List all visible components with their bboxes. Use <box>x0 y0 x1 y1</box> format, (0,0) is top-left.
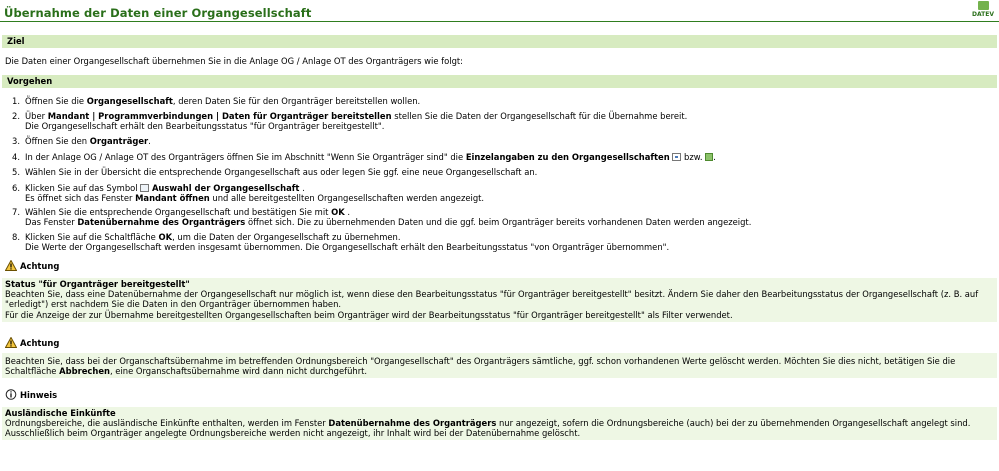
page-header <box>0 0 999 22</box>
steps-list <box>0 96 999 252</box>
section-heading-vorgehen: Vorgehen <box>2 75 997 88</box>
achtung-title-1: Status "für Organträger bereitgestellt" <box>5 279 190 289</box>
step-7: 7. Wählen Sie die entsprechende Organgesellschaft und bestätigen Sie mit OK . Das Fenster Datenübernahme des Organträgers öffnet sich. Die zu übernehmenden Daten und die ggf. beim Organträger bereits vorhandenen Daten werden angezeigt. <box>12 207 752 227</box>
hinweis-title: Ausländische Einkünfte <box>5 408 116 418</box>
step-6: 6. Klicken Sie auf das Symbol Auswahl der Organgesellschaft . Es öffnet sich das Fenster Mandant öffnen und alle bereitgestellten Organgesellschaften werden angezeigt. <box>12 183 485 203</box>
achtung-box-2: Beachten Sie, dass bei der Organschaftsübernahme im betreffenden Ordnungsbereich "Organgesellschaft" des Organträgers sämtliche, ggf. schon vorhandenen Werte gelöscht werden. Möchten Sie dies nicht, betätigen Sie die Schaltfläche Abbrechen, eine Organschaftsübernahme wird dann nicht durchgeführt. <box>2 353 997 378</box>
info-icon <box>5 389 17 400</box>
datev-logo-text: DATEV <box>972 11 994 18</box>
achtung-heading-2: Achtung <box>0 337 999 350</box>
detail-view-icon[interactable] <box>672 153 681 161</box>
step-4: 4. In der Anlage OG / Anlage OT des Organträgers öffnen Sie im Abschnitt "Wenn Sie Organträger sind" die Einzelangaben zu den Organgesellschaften bzw. . <box>12 152 716 162</box>
datev-logo-icon <box>978 1 989 10</box>
hinweis-heading: Hinweis <box>0 389 999 402</box>
achtung-text-1a: Beachten Sie, dass eine Datenübernahme der Organgesellschaft nur möglich ist, wenn diese den Bearbeitungsstatus "für Organträger bereitgestellt" besitzt. Ändern Sie daher den Bearbeitungsstatus der Organgesellschaft (z. B. auf "erledigt") erst nachdem Sie die Daten in den Organträger übernommen haben. <box>5 289 979 309</box>
warning-icon <box>5 260 17 271</box>
hinweis-box <box>2 407 997 440</box>
achtung-text-1b: Für die Anzeige der zur Übernahme bereitgestellten Organgesellschaften beim Organträger wird der Bearbeitungsstatus "für Organträger bereitgestellt" als Filter verwendet. <box>5 310 733 320</box>
achtung-box-1 <box>2 278 997 322</box>
step-3: 3. Öffnen Sie den Organträger. <box>12 136 151 146</box>
green-table-icon[interactable] <box>705 153 713 161</box>
step-5: 5. Wählen Sie in der Übersicht die entsprechende Organgesellschaft aus oder legen Sie ggf. eine neue Organgesellschaft an. <box>12 167 538 177</box>
warning-icon <box>5 337 17 348</box>
step-8: 8. Klicken Sie auf die Schaltfläche OK, um die Daten der Organgesellschaft zu übernehmen. Die Werte der Organgesellschaft werden insgesamt übernommen. Die Organgesellschaft erhält den Bearbeitungsstatus "von Organträger übernommen". <box>12 232 670 252</box>
step-2: 2. Über Mandant | Programmverbindungen | Daten für Organträger bereitstellen stellen Sie die Daten der Organgesellschaft für die Übernahme bereit. Die Organgesellschaft erhält den Bearbeitungsstatus "für Organträger bereitgestellt". <box>12 111 688 131</box>
step-1: 1. Öffnen Sie die Organgesellschaft, deren Daten Sie für den Organträger bereitstellen wollen. <box>12 96 421 106</box>
hinweis-text: Ordnungsbereiche, die ausländische Einkünfte enthalten, werden im Fenster Datenübernahme des Organträgers nur angezeigt, sofern die Ordnungsbereiche (auch) bei der zu übernehmenden Organgesellschaft angelegt sind. Ausschließlich beim Organträger angelegte Ordnungsbereiche werden nicht angezeigt, ihr Inhalt wird bei der Datenübernahme gelöscht. <box>5 418 971 438</box>
section-heading-ziel: Ziel <box>2 35 997 48</box>
datev-logo <box>971 1 995 18</box>
select-organgesellschaft-icon[interactable] <box>140 184 149 192</box>
ziel-text: Die Daten einer Organgesellschaft übernehmen Sie in die Anlage OG / Anlage OT des Organträgers wie folgt: <box>5 56 463 66</box>
achtung-heading-1: Achtung <box>0 260 999 273</box>
page-title: Übernahme der Daten einer Organgesellschaft <box>4 6 312 20</box>
